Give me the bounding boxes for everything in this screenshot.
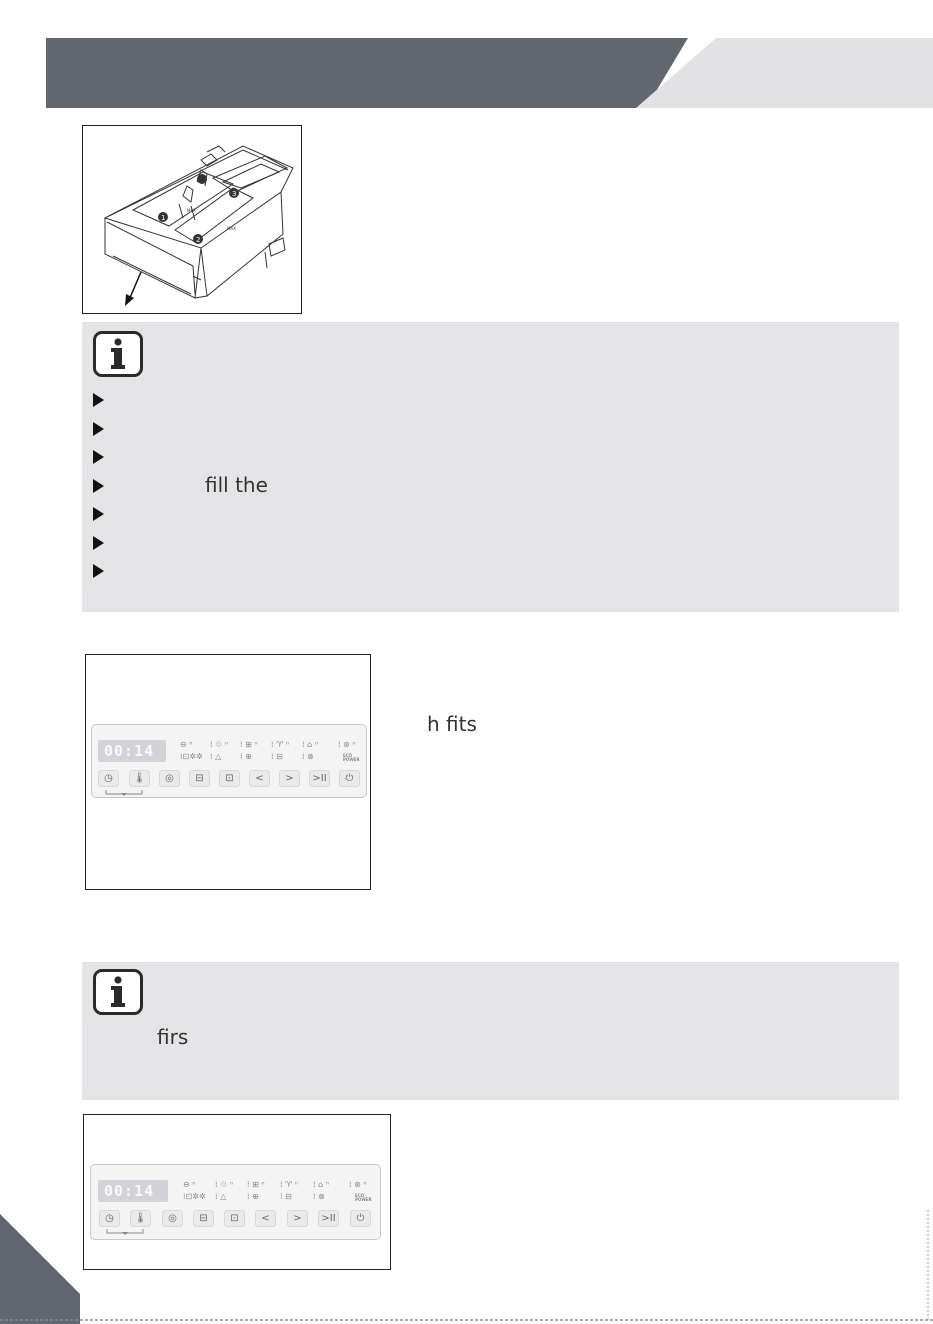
- triangle-bullet-icon: [93, 450, 104, 464]
- text-fragment-h-fits: h fits: [427, 712, 477, 736]
- power-button[interactable]: ⏻: [350, 1210, 371, 1227]
- triangle-bullet-icon: [93, 507, 104, 521]
- options-button[interactable]: ⊟: [193, 1210, 214, 1227]
- header-banner: [0, 0, 933, 115]
- triangle-bullet-icon: [93, 393, 104, 407]
- program-wool-icon: ⁞ ⌂ ⁿ: [313, 1180, 329, 1189]
- info-glyph: [96, 334, 140, 374]
- triangle-bullet-icon: [93, 479, 104, 493]
- footer-dashed-line: [0, 1318, 933, 1322]
- spin-button[interactable]: ◎: [159, 770, 180, 787]
- program-allergy-icon: ⁞ △: [210, 752, 222, 761]
- prev-button[interactable]: <: [249, 770, 270, 787]
- options-button[interactable]: ⊟: [189, 770, 210, 787]
- triangle-bullet-icon: [93, 564, 104, 578]
- display-screen: [98, 1180, 168, 1202]
- text-fragment-fill-the: fill the: [205, 473, 268, 497]
- start-pause-button[interactable]: >II: [318, 1210, 339, 1227]
- text-fragment-firs: firs: [157, 1025, 189, 1049]
- program-allergy-icon: ⁞ △: [215, 1192, 227, 1201]
- control-panel-figure-2: [83, 1114, 391, 1270]
- max-mark-2: MAX: [227, 226, 236, 231]
- spin-button[interactable]: ◎: [162, 1210, 183, 1227]
- detergent-drawer-figure: [82, 125, 302, 314]
- program-baby-icon: ⁞⊡✲✲: [180, 752, 203, 761]
- eco-power-label: ECO POWER: [355, 1193, 372, 1202]
- temperature-button[interactable]: 🌡: [130, 1210, 151, 1227]
- arrow-down-left-icon: [125, 272, 141, 306]
- program-eco-icon: ⁞ ⊛ ⁿ: [349, 1180, 367, 1189]
- program-quick-icon: ⁞ ⊟: [271, 752, 283, 761]
- program-synthetic-icon: ⁞ ♲ ⁿ: [210, 740, 228, 749]
- display-screen: [98, 740, 166, 762]
- child-lock-bracket: [105, 1228, 145, 1236]
- triangle-bullet-icon: [93, 536, 104, 550]
- prev-button[interactable]: <: [255, 1210, 276, 1227]
- program-wool-icon: ⁞ ⌂ ⁿ: [302, 740, 318, 749]
- delay-button[interactable]: ◷: [99, 1210, 120, 1227]
- program-delicate-icon: ⁞ ♈ ⁿ: [271, 740, 289, 749]
- program-mixed-icon: ⁞ ⊞ ⁿ: [240, 740, 258, 749]
- program-baby-icon: ⁞⊡✲✲: [183, 1192, 206, 1201]
- callout-1-label: 1: [161, 214, 166, 222]
- control-panel-face: [90, 1164, 381, 1240]
- max-mark-1: MAX: [187, 208, 196, 213]
- program-rinse-icon: ⁞ ⊕: [240, 752, 252, 761]
- next-button[interactable]: >: [287, 1210, 308, 1227]
- detergent-drawer-drawing: [83, 126, 301, 313]
- power-button[interactable]: ⏻: [339, 770, 360, 787]
- program-drum-icon: ⁞ ⊗: [302, 752, 314, 761]
- corner-tab-shape: [0, 1210, 90, 1324]
- program-drum-icon: ⁞ ⊗: [313, 1192, 325, 1201]
- info-glyph: [96, 972, 140, 1012]
- start-pause-button[interactable]: >II: [309, 770, 330, 787]
- temperature-button[interactable]: 🌡: [129, 770, 150, 787]
- program-synthetic-icon: ⁞ ♲ ⁿ: [215, 1180, 233, 1189]
- display-time: 00:14: [104, 1182, 155, 1200]
- program-mixed-icon: ⁞ ⊞ ⁿ: [247, 1180, 265, 1189]
- eco-power-label: ECO POWER: [343, 753, 360, 762]
- program-delicate-icon: ⁞ ♈ ⁿ: [280, 1180, 298, 1189]
- steam-button[interactable]: ⊡: [219, 770, 240, 787]
- triangle-bullet-icon: [93, 422, 104, 436]
- control-panel-face: [91, 724, 367, 798]
- program-cotton-icon: ⊖ ⁿ: [183, 1180, 196, 1189]
- info-icon: [93, 331, 143, 377]
- program-eco-icon: ⁞ ⊛ ⁿ: [338, 740, 356, 749]
- info-icon: [93, 969, 143, 1015]
- delay-button[interactable]: ◷: [98, 770, 119, 787]
- display-time: 00:14: [104, 742, 155, 760]
- control-panel-figure-1: [85, 654, 371, 890]
- info-panel-1: [82, 322, 899, 612]
- next-button[interactable]: >: [279, 770, 300, 787]
- callout-3-label: 3: [232, 190, 237, 198]
- program-rinse-icon: ⁞ ⊕: [247, 1192, 259, 1201]
- program-cotton-icon: ⊖ ⁿ: [180, 740, 193, 749]
- callout-2-label: 2: [196, 236, 201, 244]
- steam-button[interactable]: ⊡: [224, 1210, 245, 1227]
- child-lock-bracket: [104, 789, 144, 797]
- program-quick-icon: ⁞ ⊟: [280, 1192, 292, 1201]
- right-edge-mark: [925, 1210, 931, 1320]
- header-dark-band: [46, 38, 688, 108]
- info-panel-2: [82, 962, 899, 1100]
